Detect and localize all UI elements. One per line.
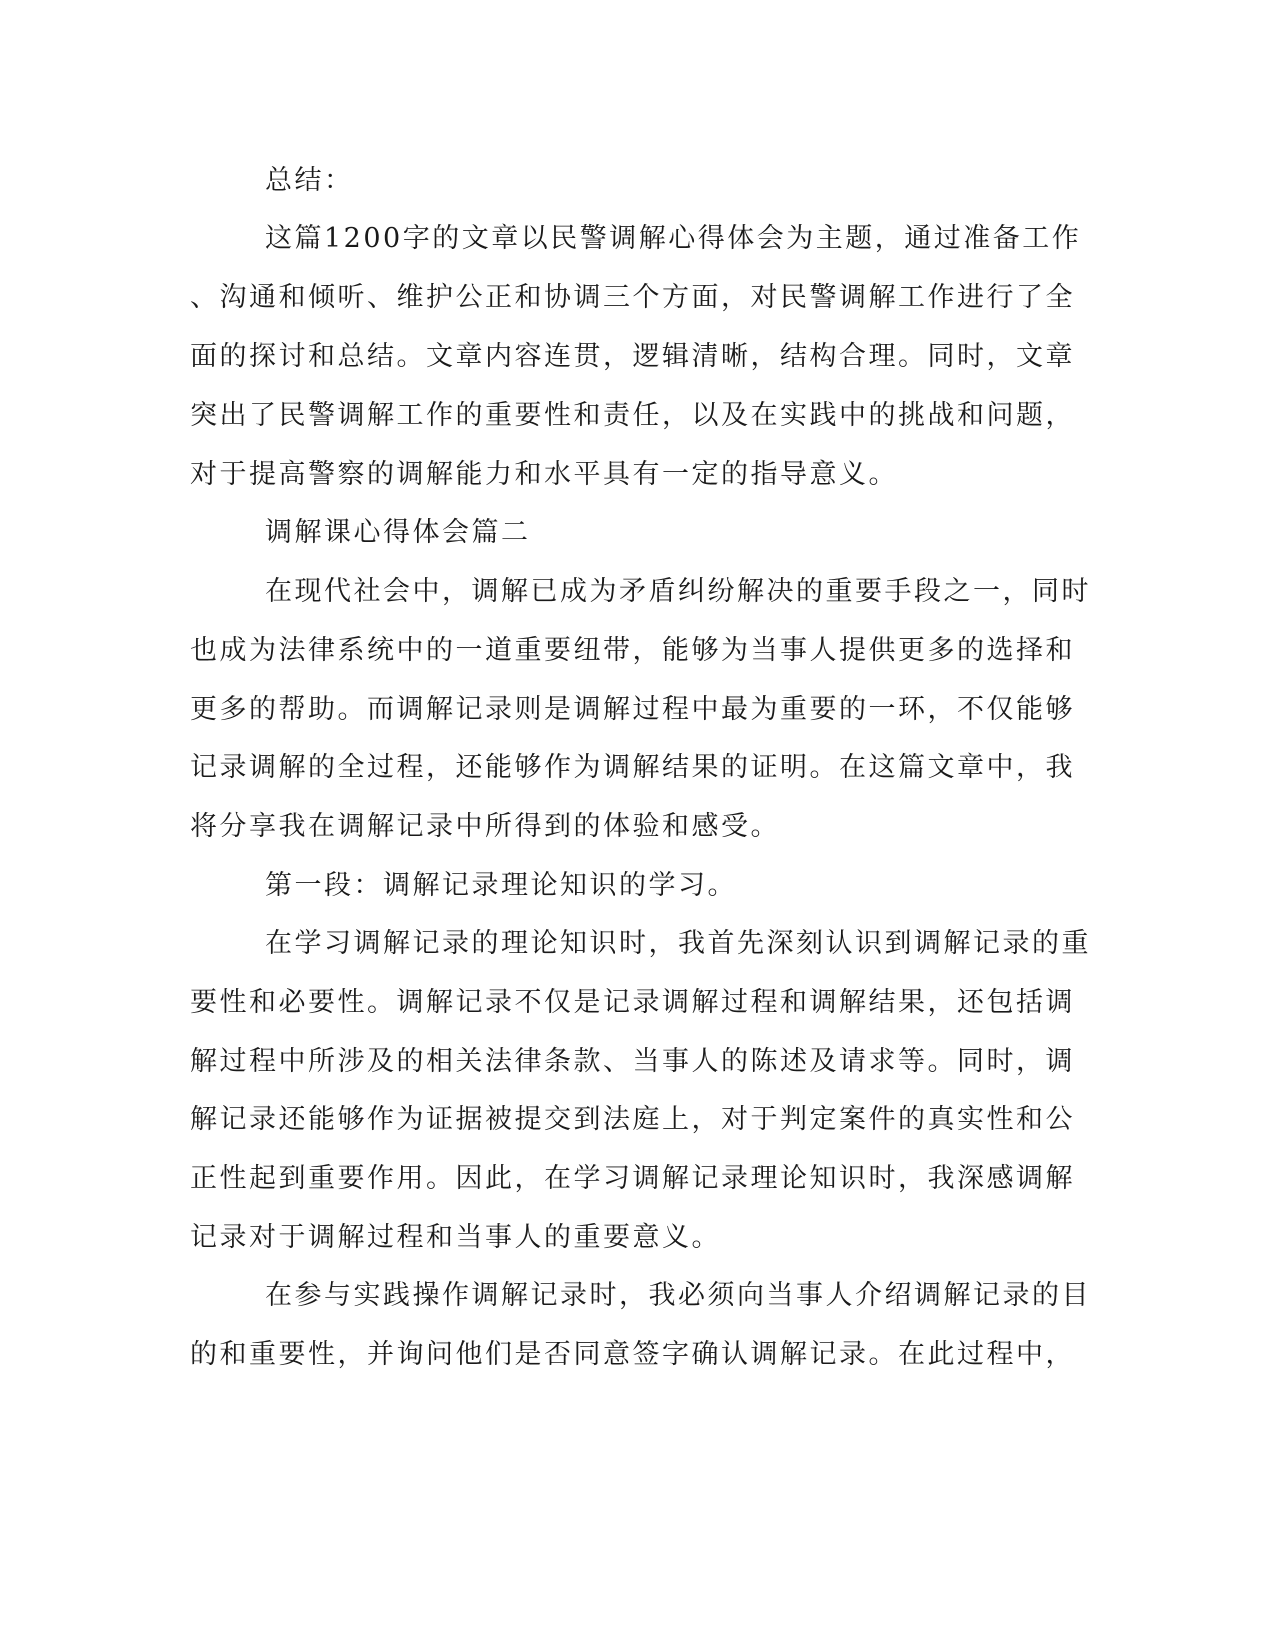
paragraph-line: 记录对于调解过程和当事人的重要意义。 [190,1222,721,1253]
section-heading-part-two: 调解课心得体会篇二 [265,517,531,548]
paragraph-line: 的和重要性，并询问他们是否同意签字确认调解记录。在此过程中， [190,1339,1075,1370]
paragraph-line: 在参与实践操作调解记录时，我必须向当事人介绍调解记录的目 [265,1280,1091,1311]
paragraph-line: 突出了民警调解工作的重要性和责任，以及在实践中的挑战和问题， [190,400,1075,431]
paragraph-line: 在现代社会中，调解已成为矛盾纠纷解决的重要手段之一，同时 [265,576,1091,607]
paragraph-line: 记录调解的全过程，还能够作为调解结果的证明。在这篇文章中，我 [190,752,1075,783]
paragraph-line: 将分享我在调解记录中所得到的体验和感受。 [190,811,780,842]
section-heading-part-one: 第一段：调解记录理论知识的学习。 [265,870,737,901]
paragraph-line: 也成为法律系统中的一道重要纽带，能够为当事人提供更多的选择和 [190,635,1075,666]
paragraph-line: 面的探讨和总结。文章内容连贯，逻辑清晰，结构合理。同时，文章 [190,341,1075,372]
paragraph-line: 这篇1200字的文章以民警调解心得体会为主题，通过准备工作 [265,223,1082,254]
paragraph-line: 、沟通和倾听、维护公正和协调三个方面，对民警调解工作进行了全 [190,282,1075,313]
section-heading-summary: 总结： [265,165,354,196]
paragraph-line: 解记录还能够作为证据被提交到法庭上，对于判定案件的真实性和公 [190,1104,1075,1135]
paragraph-line: 解过程中所涉及的相关法律条款、当事人的陈述及请求等。同时，调 [190,1046,1075,1077]
paragraph-line: 正性起到重要作用。因此，在学习调解记录理论知识时，我深感调解 [190,1163,1075,1194]
paragraph-line: 更多的帮助。而调解记录则是调解过程中最为重要的一环，不仅能够 [190,694,1075,725]
paragraph-line: 要性和必要性。调解记录不仅是记录调解过程和调解结果，还包括调 [190,987,1075,1018]
paragraph-line: 在学习调解记录的理论知识时，我首先深刻认识到调解记录的重 [265,928,1091,959]
paragraph-line: 对于提高警察的调解能力和水平具有一定的指导意义。 [190,459,898,490]
